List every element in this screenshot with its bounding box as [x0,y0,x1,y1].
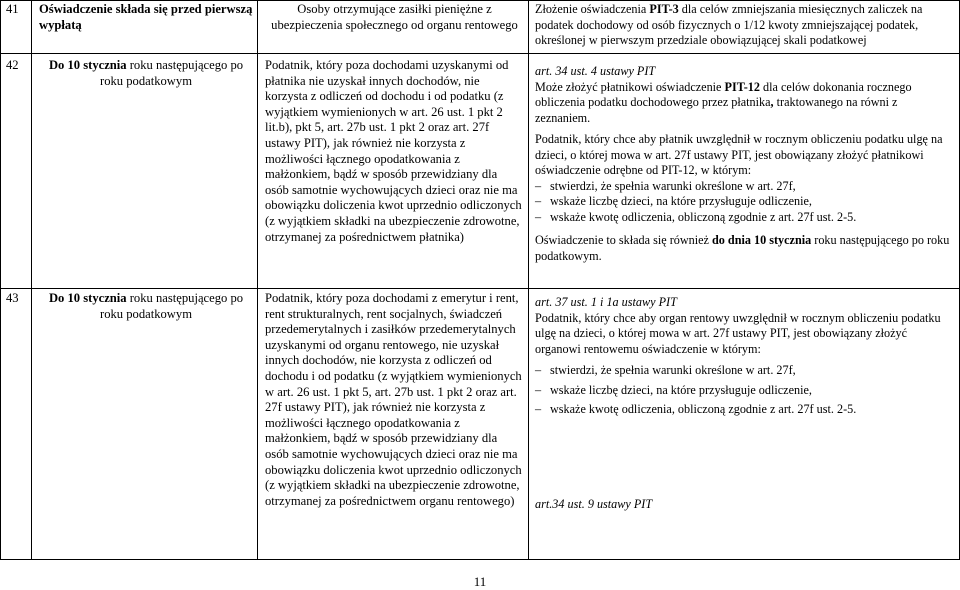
deadline-text: Oświadczenie składa się przed pierwszą wypłatą [39,2,253,32]
taxpayer-text: Podatnik, który poza dochodami z emerytur i rent, rent strukturalnych, rent socjalnych, świadczeń przedemerytalnych i zasiłków przedemerytalnych uzyskanymi od organu rentowego, nie uzyskał innych dochodów, nie korzysta z odliczeń od dochodu i od podatku (z wyjątkiem wymienionych w art. 26 ust. 1 pkt 5, art. 27b ust. 1 pkt 2 oraz art. 27f ustawy PIT), jak również nie korzysta z możliwości łącznego opodatkowania z małżonkiem, bądź w sposób przewidziany dla osób samotnie wychowujących dzieci oraz nie ma obowiązku doliczenia kwot uprzednio odliczonych (z wyjątkiem składki na ubezpieczenie zdrowotne, otrzymanej za pośrednictwem organu rentowego) [265,291,522,508]
list-item: – wskaże kwotę odliczenia, obliczoną zgodnie z art. 27f ust. 2-5. [535,402,857,416]
deadline-text: roku następującego po roku podatkowym [100,291,244,321]
row-number-41 [0,0,31,53]
dash-bullet-icon: – [535,382,542,397]
dash-bullet-icon: – [535,402,542,416]
deadline-cell-43 [31,288,257,560]
taxpayer-text: Podatnik, który poza dochodami uzyskanymi od płatnika nie uzyskał innych dochodów, nie korzysta z odliczeń od dochodu i od podatku (z wyjątkiem wymienionych w art. 26 ust. 1 pkt 2 lit.b), pkt 5, art. 27b ust. 1 pkt 2 oraz art. 27f ustawy PIT), jak również nie korzysta z możliwości łącznego opodatkowania z małżonkiem, bądź w sposób przewidziany dla osób samotnie wychowujących dzieci oraz nie ma obowiązku doliczenia kwot uprzednio odliczonych (z wyjątkiem składki na ubezpieczenie zdrowotne, otrzymanej za pośrednictwem płatnika) [265,58,522,244]
list-item: – wskaże liczbę dzieci, na które przysługuje odliczenie, [535,382,812,397]
list-item: – wskaże liczbę dzieci, na które przysługuje odliczenie, [535,194,812,208]
list-item: – wskaże kwotę odliczenia, obliczoną zgodnie z art. 27f ust. 2-5. [535,209,857,224]
legal-reference: art. 34 ust. 4 ustawy PIT [535,64,656,78]
taxpayer-cell-41 [257,0,528,53]
list-item: – stwierdzi, że spełnia warunki określone w art. 27f, [535,363,796,377]
form-name-pit3: PIT-3 [649,2,679,16]
form-name-pit12: PIT-12 [724,79,760,94]
row-number-text: 41 [6,2,19,16]
taxpayer-cell-43 [257,288,528,560]
description-cell-43 [528,288,960,560]
deadline-cell-41 [31,0,257,53]
dash-bullet-icon: – [535,209,542,224]
conditions-list [535,179,955,226]
conditions-list [535,363,955,418]
list-item: – stwierdzi, że spełnia warunki określone w art. 27f, [535,178,796,193]
page-number: 11 [473,574,487,589]
dash-bullet-icon: – [535,178,542,193]
taxpayer-text: Osoby otrzymujące zasiłki pieniężne z ubezpieczenia społecznego od organu rentowego [271,2,518,32]
dash-bullet-icon: – [535,194,542,208]
deadline-bold: Do 10 stycznia [48,291,127,305]
description-paragraph-3: Oświadczenie to składa się również do dnia 10 stycznia roku następującego po roku podatkowym. [535,233,950,263]
row-number-43 [0,288,31,560]
row-number-42 [0,53,31,288]
legal-reference: art. 37 ust. 1 i 1a ustawy PIT [535,295,677,309]
description-cell-41: Złożenie oświadczenia PIT-3 dla celów zmniejszania miesięcznych zaliczek na podatek dochodowy od osób fizycznych o 1/12 kwoty zmniejszającej podatek, określonej w pierwszym przedziale obowiązującej skali podatkowej [528,0,960,53]
description-cell-42 [528,53,960,288]
description-paragraph-1: Może złożyć płatnikowi oświadczenie PIT-12 dla celów dokonania rocznego obliczenia podatku dochodowego przez płatnika, traktowanego na równi z zeznaniem. [535,79,912,125]
taxpayer-cell-42 [257,53,528,288]
row-number-text: 42 [6,58,19,72]
description-paragraph-1: Podatnik, który chce aby organ rentowy uwzględnił w rocznym obliczeniu podatku ulgę na dzieci, o której mowa w art. 27f ustawy PIT, jest obowiązany złożyć organowi rentowemu oświadczenie w którym: [535,310,941,356]
deadline-cell-42 [31,53,257,288]
deadline-text: roku następującego po roku podatkowym [100,58,244,88]
row-number-text: 43 [6,291,19,305]
deadline-bold: Do 10 stycznia [48,58,127,72]
legal-reference-bottom: art.34 ust. 9 ustawy PIT [535,497,653,511]
dash-bullet-icon: – [535,363,542,377]
description-paragraph-2: Podatnik, który chce aby płatnik uwzględnił w rocznym obliczeniu podatku ulgę na dzieci, o której mowa w art. 27f ustawy PIT, jest obowiązany złożyć płatnikowi oświadczenie odrębne od PIT-12, w którym: [535,132,943,177]
